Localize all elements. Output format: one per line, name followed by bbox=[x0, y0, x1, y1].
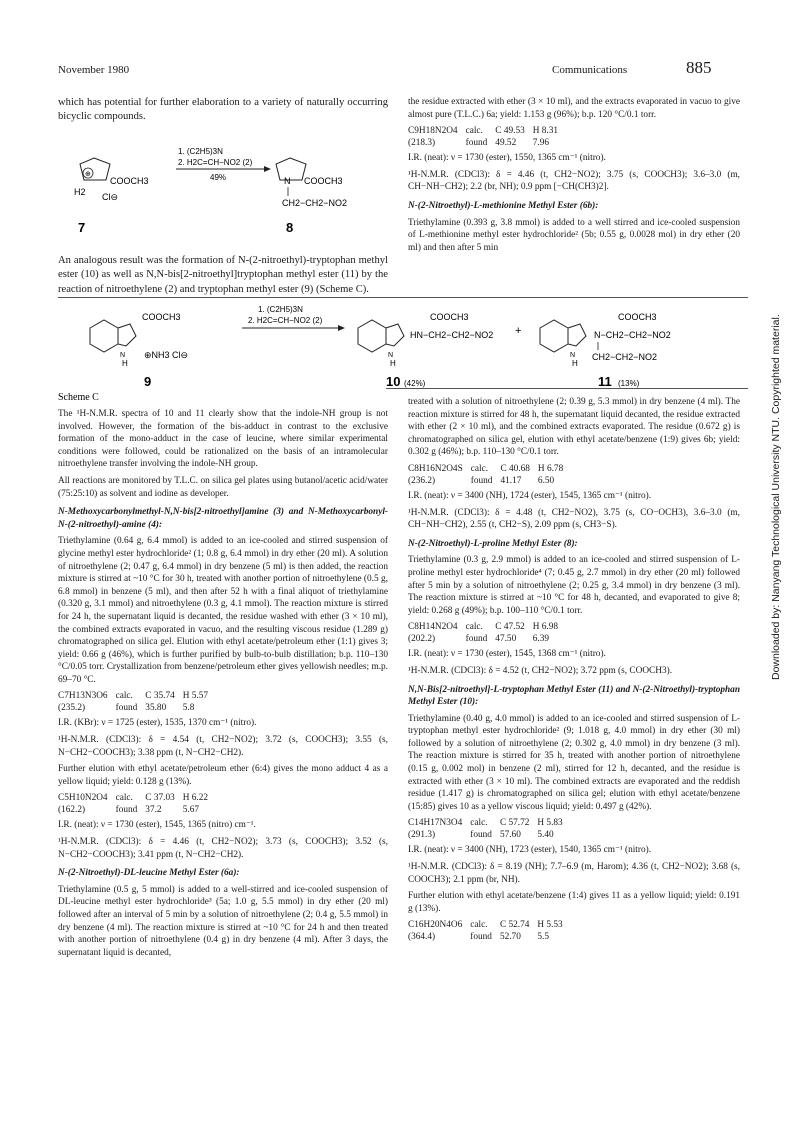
running-header-section: Communications bbox=[552, 64, 628, 76]
intro-text-2: An analogous result was the formation of N-(2-nitroethyl)-tryptophan methyl ester (10) as well as N,N-bis[2-nitroethyl]tryptophan methyl ester (11) by the reaction of nitroethylene (2) and tryptophan methyl ester (9) (Scheme C). bbox=[58, 255, 388, 295]
table-cell: C9H18N2O4 bbox=[408, 126, 458, 137]
table-cell: (236.2) bbox=[408, 475, 436, 486]
table-cell: found bbox=[470, 932, 492, 943]
indole-10 bbox=[358, 320, 404, 352]
intro-paragraph bbox=[58, 96, 388, 129]
svg-text:⊕: ⊕ bbox=[85, 171, 91, 178]
right-top-column bbox=[408, 96, 740, 258]
heading-6a: N-(2-Nitroethyl)-DL-leucine Methyl Ester (6a): bbox=[58, 868, 240, 879]
pyrrolidinium-ring bbox=[80, 158, 110, 180]
table-cell: found bbox=[470, 475, 493, 486]
table-cell: calc. bbox=[465, 126, 483, 137]
svg-text:N: N bbox=[120, 352, 126, 359]
compound-label-9: 9 bbox=[144, 374, 152, 389]
table-cell: 49.52 bbox=[495, 138, 517, 149]
table-cell: found bbox=[465, 138, 488, 149]
download-notice: Downloaded by: Nanyang Technological University NTU. Copyrighted material. bbox=[770, 314, 782, 680]
table-cell: 37.2 bbox=[145, 805, 162, 816]
plus-sign: + bbox=[515, 325, 522, 337]
table-cell: calc. bbox=[470, 818, 488, 829]
table-cell: (162.2) bbox=[58, 805, 86, 816]
table-cell: (364.4) bbox=[408, 932, 436, 943]
compound-label-8: 8 bbox=[286, 220, 294, 235]
reactant-ester: COOCH3 bbox=[110, 176, 149, 186]
table-cell: calc. bbox=[115, 793, 133, 804]
heading-8: N-(2-Nitroethyl)-L-proline Methyl Ester (8): bbox=[408, 538, 578, 549]
table-cell: found bbox=[470, 830, 492, 841]
analysis-11 bbox=[408, 919, 571, 943]
table-cell: C14H17N3O4 bbox=[408, 818, 463, 829]
svg-text:N: N bbox=[388, 352, 394, 359]
procedure-6a: Triethylamine (0.5 g, 5 mmol) is added to a well-stirred and ice-cooled suspension of DL-leucine methyl ester hydrochloride³ (5a; 1.0 g, 5.5 mmol) in dry ether (20 ml) followed after an interval of 5 min by a solution of nitroethylene (2; 0.4 g, 5.5 mmol) in dry benzene (4 ml). The reaction mixture is stirred at ~10 °C for 24 h and then treated with another portion of nitroethylene (0.4 g) in dry benzene (4 ml). After 3 days, the supernatant liquid is decanted, bbox=[58, 884, 388, 958]
table-cell: found bbox=[115, 703, 138, 714]
workup-6a: the residue extracted with ether (3 × 10 ml), and the extracts evaporated in vacuo to give almost pure (T.L.C.) 6a; yield: 1.153 g (96%); b.p. 120 °C/0.1 torr. bbox=[408, 97, 740, 120]
product-ester: COOCH3 bbox=[304, 176, 343, 186]
table-cell: C16H20N4O6 bbox=[408, 920, 463, 931]
ir-10: I.R. (neat): ν = 3400 (NH), 1723 (ester), 1540, 1365 cm⁻¹ (nitro). bbox=[408, 845, 652, 856]
table-cell: 5.8 bbox=[182, 703, 195, 714]
scheme-rule-top bbox=[58, 297, 748, 298]
table-cell: (291.3) bbox=[408, 830, 436, 841]
scheme1-condition-1: 1. (C2H5)3N bbox=[178, 147, 223, 156]
procedure-3: Triethylamine (0.64 g, 6.4 mmol) is added to an ice-cooled and stirred suspension of glycine methyl ester hydrochloride² (1; 0.8 g, 6.4 mmol) in dry ether (20 ml). A solution of nitroethylene (2; 0.47 g, 6.4 mmol) in dry benzene (5 ml) is then added, the reaction mixture is stirred at ~10 °C for 30 h, treated with another portion of nitroethylene (0.5 g, 6.8 mmol) in benzene (5 ml), and then after 52 h with a final aliquot of triethylamine (0.320 g, 3.1 mmol) and nitroethylene (0.3 g, 4.1 mmol). The reaction mixture is stirred for 24 h, the supernatant liquid is decanted, the residue washed with ether (3 × 10 ml), the combined extracts evaporated in vacuo, and the resulting viscous residue (1.289 g) chromatographed on silica gel. Elution with ethyl acetate/petroleum ether (1:1) gives 3; yield: 0.66 g (46%), which is further purified by bulb-to-bulb distillation; b.p. 110–130 °C/0.05 torr. Crystallization from benzene/petroleum ether gives yellowish needles; m.p. 69–70 °C. bbox=[58, 536, 388, 685]
tlc-paragraph: All reactions are monitored by T.L.C. on silica gel plates using butanol/acetic acid/water (75:25:10) as solvent and iodine as developer. bbox=[58, 475, 388, 499]
ir-6a: I.R. (neat): ν = 1730 (ester), 1550, 1365 cm⁻¹ (nitro). bbox=[408, 153, 606, 164]
table-cell: 5.40 bbox=[537, 830, 554, 841]
p10-chain: HN−CH2−CH2−NO2 bbox=[410, 330, 494, 340]
heading-10-11: N,N-Bis[2-nitroethyl]-L-tryptophan Methyl Ester (11) and N-(2-Nitroethyl)-tryptophan Methyl Ester (10): bbox=[408, 684, 740, 708]
table-cell: C 37.03 bbox=[145, 793, 175, 804]
ir-3: I.R. (KBr): ν = 1725 (ester), 1535, 1370 cm⁻¹ (nitro). bbox=[58, 718, 257, 729]
table-cell: C 40.68 bbox=[500, 463, 530, 474]
table-cell: 41.17 bbox=[500, 475, 522, 486]
right-column bbox=[408, 396, 740, 946]
table-cell: C 49.53 bbox=[495, 126, 525, 137]
table-cell: 35.80 bbox=[145, 703, 167, 714]
table-cell: found bbox=[465, 634, 488, 645]
scheme1-yield: 49% bbox=[210, 173, 227, 182]
p10-ester: COOCH3 bbox=[430, 312, 469, 322]
sub9-h: H bbox=[122, 359, 128, 368]
schemeC-condition-1: 1. (C2H5)3N bbox=[258, 305, 303, 314]
table-cell: C8H14N2O4 bbox=[408, 622, 458, 633]
scheme1-condition-2: 2. H2C=CH−NO2 (2) bbox=[178, 158, 253, 167]
analysis-6b bbox=[408, 463, 571, 487]
table-cell: calc. bbox=[115, 691, 133, 702]
heading-6b: N-(2-Nitroethyl)-L-methionine Methyl Ester (6b): bbox=[408, 200, 599, 211]
table-cell: H 5.53 bbox=[537, 920, 563, 931]
reactant-h2: H2 bbox=[74, 187, 86, 197]
p11-ester: COOCH3 bbox=[618, 312, 657, 322]
table-cell: calc. bbox=[470, 920, 488, 931]
table-cell: C8H16N2O4S bbox=[408, 463, 463, 474]
table-cell: C 47.52 bbox=[495, 622, 525, 633]
schemeC-condition-2: 2. H2C=CH−NO2 (2) bbox=[248, 316, 323, 325]
scheme-caption: Scheme C bbox=[58, 392, 99, 403]
table-cell: H 6.78 bbox=[537, 463, 564, 474]
table-cell: 52.70 bbox=[499, 932, 521, 943]
nmr-10: ¹H-N.M.R. (CDCl3): δ = 8.19 (NH); 7.7–6.9 (m, Harom); 4.36 (t, CH2−NO2); 3.68 (s, COOCH3); 2.1 ppm (br, NH). bbox=[408, 862, 740, 885]
product-chain: CH2−CH2−NO2 bbox=[282, 198, 348, 208]
elution-11: Further elution with ethyl acetate/benzene (1:4) gives 11 as a yellow liquid; yield: 0.191 g (13%). bbox=[408, 891, 740, 914]
table-cell: 6.39 bbox=[532, 634, 550, 645]
reaction-scheme-proline bbox=[58, 140, 388, 240]
table-cell: (218.3) bbox=[408, 138, 436, 149]
yield-10: (42%) bbox=[404, 379, 426, 388]
analysis-6a bbox=[408, 125, 566, 149]
nmr-4: ¹H-N.M.R. (CDCl3): δ = 4.46 (t, CH2−NO2); 3.73 (s, COOCH3); 3.52 (s, N−CH2−COOCH3); 3.41 ppm (t, N−CH2−CH2). bbox=[58, 837, 388, 860]
intro-paragraph-2 bbox=[58, 254, 388, 301]
table-cell: 7.96 bbox=[532, 138, 550, 149]
table-cell: H 6.22 bbox=[182, 793, 209, 804]
table-cell: 5.67 bbox=[182, 805, 200, 816]
nmr-8: ¹H-N.M.R. (CDCl3): δ = 4.52 (t, CH2−NO2); 3.72 ppm (s, COOCH3). bbox=[408, 665, 673, 676]
table-cell: H 8.31 bbox=[532, 126, 559, 137]
yield-11: (13%) bbox=[618, 379, 640, 388]
table-cell: 47.50 bbox=[495, 634, 517, 645]
table-cell: H 6.98 bbox=[532, 622, 559, 633]
nmr-6b: ¹H-N.M.R. (CDCl3): δ = 4.48 (t, CH2−NO2), 3.75 (s, CO−OCH3), 3.6–3.0 (m, CH−NH−CH2), 2.55 (t, CH2−S), 2.09 ppm (s, CH3−S). bbox=[408, 507, 740, 531]
compound-label-7: 7 bbox=[78, 220, 86, 235]
p11-chain-2: CH2−CH2−NO2 bbox=[592, 352, 658, 362]
table-cell: H 5.83 bbox=[537, 818, 563, 829]
p11-h: H bbox=[572, 359, 578, 368]
table-cell: 6.50 bbox=[537, 475, 555, 486]
running-header-date: November 1980 bbox=[58, 64, 130, 76]
table-cell: C7H13N3O6 bbox=[58, 691, 108, 702]
table-cell: (235.2) bbox=[58, 703, 86, 714]
analysis-4 bbox=[58, 792, 216, 816]
ir-6b: I.R. (neat): ν = 3400 (NH), 1724 (ester), 1545, 1365 cm⁻¹ (nitro). bbox=[408, 490, 652, 501]
sub9-ester: COOCH3 bbox=[142, 312, 181, 322]
nmr-6a: ¹H-N.M.R. (CDCl3): δ = 4.46 (t, CH2−NO2); 3.75 (s, COOCH3); 3.6–3.0 (m, CH−NH−CH2); 2.2 (br, NH); 0.9 ppm [−CH(CH3)2]. bbox=[408, 169, 740, 193]
table-cell: (202.2) bbox=[408, 634, 436, 645]
table-cell: C5H10N2O4 bbox=[58, 793, 108, 804]
compound-label-10: 10 bbox=[386, 374, 401, 389]
procedure-6b-start: Triethylamine (0.393 g, 3.8 mmol) is added to a well stirred and ice-cooled suspension of L-methionine methyl ester hydrochloride² (5b; 0.55 g, 0.0028 mol) in dry ether (20 ml) and then after 5 min bbox=[408, 217, 740, 253]
table-cell: 5.5 bbox=[537, 932, 550, 943]
table-cell: found bbox=[115, 805, 138, 816]
nmr-3: ¹H-N.M.R. (CDCl3): δ = 4.54 (t, CH2−NO2); 3.72 (s, COOCH3); 3.55 (s, N−CH2−COOCH3); 3.38 ppm (t, N−CH2−CH2). bbox=[58, 735, 388, 758]
analysis-8 bbox=[408, 621, 566, 645]
reactant-chloride: Cl⊖ bbox=[102, 192, 119, 202]
table-cell: C 35.74 bbox=[145, 691, 175, 702]
compound-label-11: 11 bbox=[598, 374, 612, 389]
indole-11 bbox=[540, 320, 586, 352]
table-cell: C 52.74 bbox=[499, 920, 530, 931]
scheme-rule-bottom bbox=[386, 388, 748, 389]
procedure-10-11: Triethylamine (0.40 g, 4.0 mmol) is added to an ice-cooled and stirred suspension of L-tryptophan methyl ester hydrochloride² (9; 1.018 g, 4.0 mmol) in dry ether (30 ml) followed by a solution of nitroethylene (2; 0.302 g, 4.0 mmol) in dry benzene (3 ml). The reaction mixture is stirred for 35 h, treated with another portion of nitroethylene (0.15 g, 0.002 mol) in benzene (2 ml), stirred for 12 h, decanted, and the residue is extracted with ether (3 × 10 ml). The combined extracts are evaporated and the reddish residue (1.417 g) is chromatographed on silica gel; elution with ethyl acetate/benzene (15:85) gives 10 as a yellow viscous liquid; yield: 0.497 g (42%). bbox=[408, 713, 740, 812]
ir-4: I.R. (neat): ν = 1730 (ester), 1545, 1365 (nitro) cm⁻¹. bbox=[58, 820, 256, 831]
procedure-8: Triethylamine (0.3 g, 2.9 mmol) is added to an ice-cooled and stirred suspension of L-proline methyl ester hydrochloride⁴ (7; 0.45 g, 2.7 mmol) in dry ether (20 ml) followed after 5 min by a solution of nitroethylene (2; 0.25 g, 3.4 mmol) in dry benzene (3 ml). The reaction mixture is stirred at ~10 °C for 48 h, decanted, and evaporated to give 8; yield: 0.268 g (49%); b.p. 100–110 °C/0.1 torr. bbox=[408, 555, 740, 616]
elution-4: Further elution with ethyl acetate/petroleum ether (6:4) gives the mono adduct 4 as a yellow liquid; yield: 0.128 g (13%). bbox=[58, 764, 388, 787]
svg-text:N: N bbox=[284, 176, 291, 186]
intro-text-1: which has potential for further elaboration to a variety of naturally occurring bicyclic compounds. bbox=[58, 97, 388, 123]
table-cell: 57.60 bbox=[499, 830, 521, 841]
arrow-head bbox=[264, 166, 271, 172]
svg-text:N: N bbox=[570, 352, 576, 359]
left-column bbox=[58, 408, 388, 963]
sub9-nh3: ⊕NH3 Cl⊖ bbox=[144, 350, 189, 360]
p10-h: H bbox=[390, 359, 396, 368]
table-cell: H 5.57 bbox=[182, 691, 209, 702]
table-cell: calc. bbox=[465, 622, 483, 633]
table-cell: calc. bbox=[470, 463, 489, 474]
indole-9 bbox=[90, 320, 136, 352]
analysis-3 bbox=[58, 690, 216, 714]
page-number: 885 bbox=[686, 58, 712, 77]
discussion-paragraph: The ¹H-N.M.R. spectra of 10 and 11 clearly show that the indole-NH group is not involved. However, the formation of the bis-adduct in contrast to the exclusive formation of the mono-adduct in the case of leucine, where similar experimental conditions were followed, could be rationalized on the basis of an intramolecular nitroethylene transfer involving the indole-NH group. bbox=[58, 409, 388, 470]
p11-chain-1: N−CH2−CH2−NO2 bbox=[594, 330, 671, 340]
analysis-10 bbox=[408, 817, 571, 841]
procedure-6b-end: treated with a solution of nitroethylene (2; 0.39 g, 5.3 mmol) in dry benzene (4 ml). The reaction mixture is stirred for 48 h, the supernatant liquid decanted, the residue extracted with ether (2 × 10 ml), and the combined extracts evaporated. The residue (0.672 g) is chromatographed on silica gel, elution with ethyl acetate/benzene (1:9) gives 6b; yield: 0.302 g (46%); b.p. 110–130 °C/0.1 torr. bbox=[408, 397, 740, 458]
heading-3-4: N-Methoxycarbonylmethyl-N,N-bis[2-nitroethyl]amine (3) and N-Methoxycarbonyl-N-(2-nitroethyl)-amine (4): bbox=[58, 507, 388, 530]
table-cell: C 57.72 bbox=[499, 818, 530, 829]
pyrrolidine-ring bbox=[276, 158, 306, 180]
ir-8: I.R. (neat): ν = 1730 (ester), 1545, 1368 cm⁻¹ (nitro). bbox=[408, 649, 606, 660]
